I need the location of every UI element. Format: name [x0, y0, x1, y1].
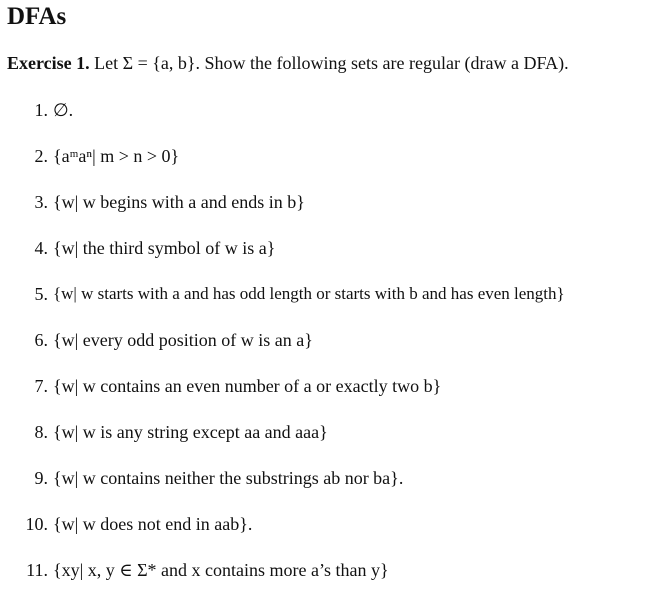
item-number: 8. [34, 422, 48, 442]
exercise-prompt: Let Σ = {a, b}. Show the following sets are regular (draw a DFA). [94, 53, 569, 73]
item-text: {w| w contains an even number of a or exactly two b} [53, 376, 442, 396]
item-number: 10. [25, 514, 48, 534]
exercise-label: Exercise 1. [7, 53, 90, 73]
list-item [0, 376, 663, 402]
item-text: {aᵐaⁿ| m > n > 0} [53, 146, 180, 166]
item-number: 4. [34, 238, 48, 258]
list-item [0, 100, 663, 126]
list-item [0, 238, 663, 264]
item-text: ∅. [53, 100, 74, 120]
list-item [0, 514, 663, 540]
list-item [0, 422, 663, 448]
list-item [0, 330, 663, 356]
item-text: {w| w is any string except aa and aaa} [53, 422, 328, 442]
list-item [0, 146, 663, 172]
item-number: 7. [34, 376, 48, 396]
item-text: {w| every odd position of w is an a} [53, 330, 313, 350]
item-number: 6. [34, 330, 48, 350]
item-text: {w| w contains neither the substrings ab nor ba}. [53, 468, 404, 488]
item-text: {w| w does not end in aab}. [53, 514, 253, 534]
item-text: {xy| x, y ∈ Σ* and x contains more a’s than y} [53, 560, 389, 580]
list-item [0, 560, 663, 586]
list-item [0, 468, 663, 494]
list-item [0, 192, 663, 218]
item-number: 2. [34, 146, 48, 166]
page-title: DFAs [7, 3, 67, 30]
exercise-statement [7, 53, 569, 74]
item-number: 3. [34, 192, 48, 212]
item-number: 11. [26, 560, 48, 580]
item-text: {w| the third symbol of w is a} [53, 238, 276, 258]
list-item [0, 284, 663, 310]
item-text: {w| w begins with a and ends in b} [53, 192, 305, 212]
item-text: {w| w starts with a and has odd length or starts with b and has even length} [53, 284, 565, 303]
item-number: 9. [34, 468, 48, 488]
item-number: 5. [34, 284, 48, 304]
item-number: 1. [34, 100, 48, 120]
